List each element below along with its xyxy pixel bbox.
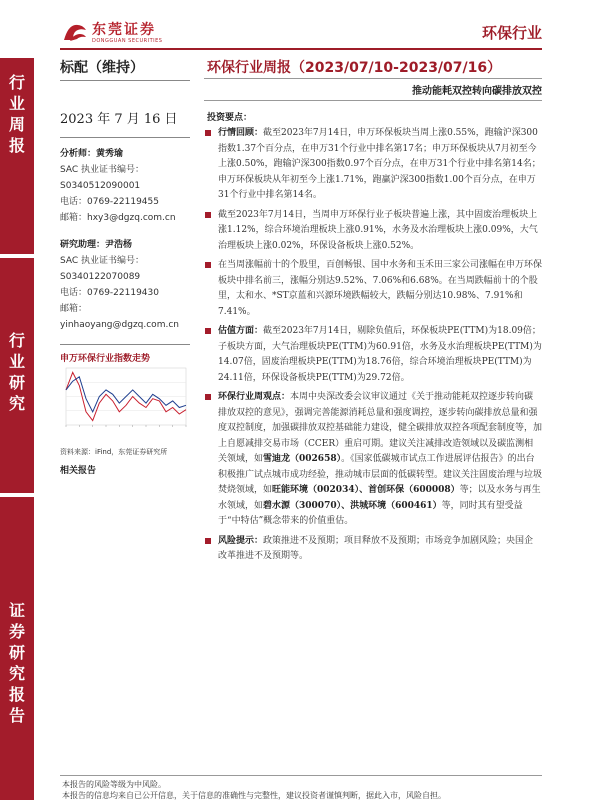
logo-emblem-icon bbox=[62, 22, 88, 44]
sidebar-label-weekly: 行 业 周 报 bbox=[8, 73, 25, 155]
analyst-block bbox=[60, 146, 176, 226]
bullet-paragraph bbox=[204, 390, 542, 530]
paragraph-lead: 估值方面： bbox=[218, 326, 264, 336]
footer-disclaimer: 本报告的信息均来自已公开信息，关于信息的准确性与完整性，建议投资者谨慎判断，据此入市，风险自担。 bbox=[62, 791, 446, 800]
analyst-label: 分析师： bbox=[60, 149, 97, 159]
left-rule-date bbox=[60, 137, 190, 138]
assistant-email[interactable]: yinhaoyang@dgzq.com.cn bbox=[60, 320, 179, 330]
paragraph-text: 截至2023年7月14日，申万环保板块当周上涨0.55%，跑输沪深300指数1.37个百分点，在申万31个行业中排名第17名；申万环保板块从7月初至今上涨0.50%，跑输沪深300指数0.97个百分点，在申万31个行业中排名第14名；申万环保板块从年初至今上涨1.71%，跑赢沪深300指数1.00个百分点，在申万31个行业中排名第14名。 bbox=[218, 128, 541, 200]
assistant-cert: S0340122070089 bbox=[60, 272, 141, 282]
paragraph-text: 政策推进不及预期；项目释放不及预期；市场竞争加剧风险；央国企改革推进不及预期等。 bbox=[218, 535, 534, 561]
chart-source: 资料来源：iFind，东莞证券研究所 bbox=[60, 448, 168, 456]
bullet-square-icon bbox=[205, 262, 211, 268]
footer bbox=[62, 779, 446, 801]
assistant-cert-label: SAC 执业证书编号： bbox=[60, 256, 145, 266]
analyst-email[interactable]: hxy3@dgzq.com.cn bbox=[87, 213, 176, 223]
company-logo bbox=[62, 22, 162, 44]
paragraph-text: 。《国家低碳城市试点工作进展评估报告》的出台积极推广试点城市成功经验，推动城市层面的低碳转型。建议关注固废治理与垃圾焚烧领域，如 bbox=[218, 454, 543, 495]
report-date: 2023 年 7 月 16 日 bbox=[60, 112, 178, 127]
footer-risk-level: 本报告的风险等级为中风险。 bbox=[62, 780, 166, 789]
assistant-label: 研究助理： bbox=[60, 240, 106, 250]
title-rule bbox=[204, 78, 542, 79]
chart-title: 申万环保行业指数走势 bbox=[60, 354, 151, 364]
paragraph-text: 截至2023年7月14日，当周申万环保行业子板块普遍上涨，其中固废治理板块上涨1.12%，综合环境治理板块上涨0.91%，水务及水治理板块上涨0.09%，大气治理板块上涨0.02%，环保设备板块上涨0.52%。 bbox=[218, 209, 538, 251]
paragraph-text: 等；以及水务与再生水领域，如 bbox=[218, 485, 541, 511]
subtitle-rule bbox=[204, 100, 542, 101]
assistant-block bbox=[60, 237, 179, 333]
paragraph-text: 截至2023年7月14日，剔除负值后，环保板块PE(TTM)为18.09倍；子板块方面，大气治理板块PE(TTM)为60.91倍，水务及水治理板块PE(TTM)为14.07倍，固废治理板块PE(TTM)为18.76倍，综合环境治理板块PE(TTM)为24.11倍，环保设备板块PE(TTM)为29.72倍。 bbox=[218, 326, 542, 383]
rating: 标配（维持） bbox=[60, 60, 144, 76]
header-rule bbox=[60, 48, 542, 50]
bullet-square-icon bbox=[205, 394, 211, 400]
investment-points-heading: 投资要点： bbox=[207, 113, 253, 123]
paragraph-lead: 环保行业周观点： bbox=[218, 392, 291, 402]
sidebar-label-securities: 证 券 研 究 报 告 bbox=[8, 601, 25, 725]
bullet-paragraph bbox=[204, 324, 542, 386]
left-rule-chart bbox=[60, 344, 190, 345]
paragraph-lead: 行情回顾： bbox=[218, 128, 264, 138]
company-name-cn: 东莞证券 bbox=[92, 21, 156, 38]
paragraph-text: 等，同时其有望受益于“中特估”概念带来的价值重估。 bbox=[218, 500, 523, 526]
index-trend-chart bbox=[60, 364, 190, 439]
bullet-paragraph bbox=[204, 258, 542, 320]
bullet-square-icon bbox=[205, 130, 211, 136]
assistant-email-label: 邮箱： bbox=[60, 304, 88, 314]
analyst-cert-label: SAC 执业证书编号： bbox=[60, 165, 145, 175]
bullet-paragraph bbox=[204, 208, 542, 255]
bullet-square-icon bbox=[205, 538, 211, 544]
bullet-paragraph bbox=[204, 126, 542, 204]
related-reports-label: 相关报告 bbox=[60, 466, 97, 476]
industry-label: 环保行业 bbox=[481, 24, 542, 42]
investment-points bbox=[204, 126, 542, 569]
bullet-square-icon bbox=[205, 212, 211, 218]
bullet-square-icon bbox=[205, 328, 211, 334]
assistant-phone-label: 电话： bbox=[60, 288, 88, 298]
stock-highlight: 碧水源（300070）、洪城环境（600461） bbox=[263, 500, 442, 511]
paragraph-lead: 风险提示： bbox=[218, 535, 264, 546]
assistant-phone: 0769-22119430 bbox=[87, 288, 159, 298]
analyst-email-label: 邮箱： bbox=[60, 213, 88, 223]
analyst-phone: 0769-22119455 bbox=[87, 197, 159, 207]
paragraph-text: 本周中央深改委会议审议通过《关于推动能耗双控逐步转向碳排放双控的意见》，强调完善能源消耗总量和强度调控，逐步转向碳排放总量和强度双控制度，加强碳排放双控基础能力建设，健全碳排放双控各项配套制度等，加上自愿减排交易市场（CCER）重启可期。建议关注减排改造领域以及碳监测相关领域，如 bbox=[218, 392, 543, 464]
company-name-en: DONGGUAN SECURITIES bbox=[92, 37, 163, 44]
bullet-paragraph bbox=[204, 534, 542, 565]
footer-rule bbox=[60, 775, 542, 776]
analyst-cert: S0340512090001 bbox=[60, 181, 141, 191]
report-subtitle: 推动能耗双控转向碳排放双控 bbox=[412, 86, 542, 97]
assistant-name: 尹浩杨 bbox=[105, 240, 133, 250]
sidebar-label-research: 行 业 研 究 bbox=[8, 331, 25, 413]
stock-highlight: 雪迪龙（002658） bbox=[263, 454, 342, 464]
left-rule-top bbox=[60, 80, 190, 81]
analyst-name: 黄秀瑜 bbox=[96, 149, 124, 159]
stock-highlight: 旺能环境（002034）、首创环保（600008） bbox=[272, 485, 460, 495]
analyst-phone-label: 电话： bbox=[60, 197, 88, 207]
paragraph-text: 在当周涨幅前十的个股里，百创畅银、国中水务和玉禾田三家公司涨幅在申万环保板块中排名前三，涨幅分别达9.52%、7.06%和6.68%。在当周跌幅前十的个股里，太和水、*ST京蓝和兴源环境跌幅较大，跌幅分别达10.98%、7.91%和7.41%。 bbox=[218, 260, 543, 317]
report-title: 环保行业周报（2023/07/10-2023/07/16） bbox=[207, 60, 502, 76]
